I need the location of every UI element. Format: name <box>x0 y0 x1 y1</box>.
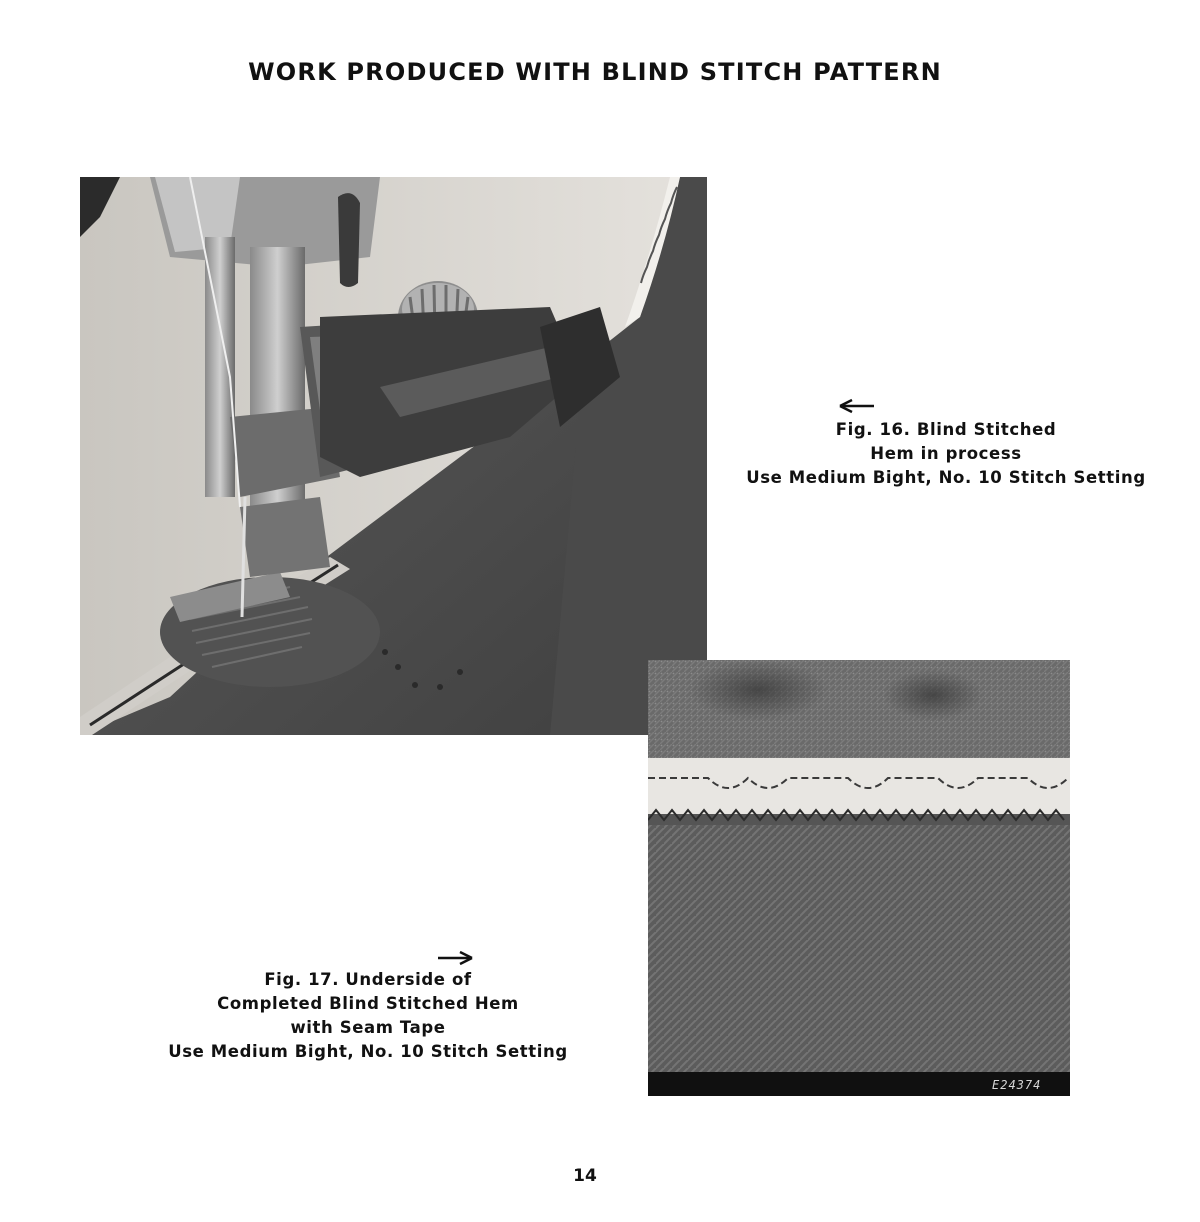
fig17-caption-line: with Seam Tape <box>290 1018 446 1037</box>
fig17-caption-line: Completed Blind Stitched Hem <box>217 994 519 1013</box>
sewing-machine-illustration <box>80 177 707 735</box>
hem-underside-photo <box>648 660 1070 1096</box>
fig16-caption-line: Use Medium Bight, No. 10 Stitch Setting <box>746 468 1146 487</box>
fig17-caption <box>150 968 586 1064</box>
page-title: WORK PRODUCED WITH BLIND STITCH PATTERN <box>248 58 942 86</box>
arrow-right-icon <box>434 950 474 966</box>
fig16-caption-line: Hem in process <box>870 444 1022 463</box>
hem-underside-illustration <box>648 660 1070 1096</box>
photo-reference-stamp: E24374 <box>992 1078 1042 1092</box>
fig16-caption <box>740 418 1152 490</box>
sewing-machine-photo <box>80 177 707 735</box>
page-number: 14 <box>573 1166 597 1186</box>
fig17-caption-line: Fig. 17. Underside of <box>264 970 472 989</box>
fig17-caption-line: Use Medium Bight, No. 10 Stitch Setting <box>168 1042 568 1061</box>
arrow-left-icon <box>838 398 878 414</box>
fig16-caption-line: Fig. 16. Blind Stitched <box>835 420 1057 439</box>
